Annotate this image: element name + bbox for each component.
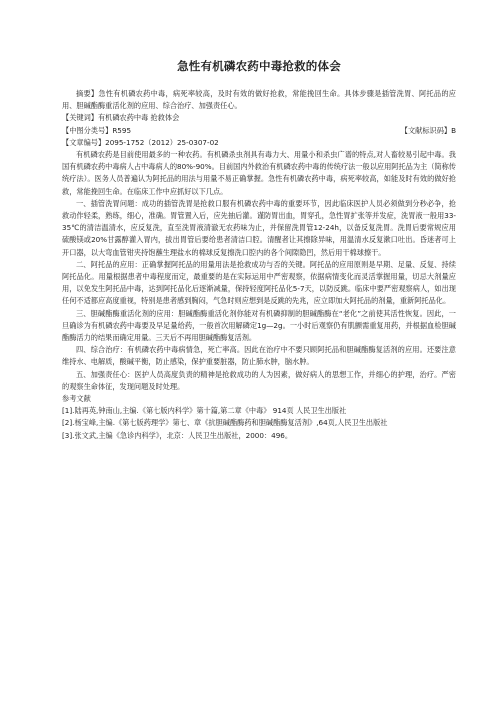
reference-item: [2].杨宝峰,主编.《第七版药理学》第七、章《抗胆碱酯酶药和胆碱酯酶复活剂》,64页,人民卫生出版社 bbox=[62, 418, 388, 428]
reference-item: [1].陆再英,钟南山,主编.《第七版内科学》第十篇,第二章《中毒》 914页 人民卫生出版社 bbox=[62, 406, 347, 416]
body-paragraph-atropine: 二、阿托品的应用：正确掌握阿托品的用量用法是抢救成功与否的关键。阿托品的应用原则是早期、足量、反复、持续阿托品化。用量根据患者中毒程度而定，最重要的是在实际运用中严密观察，依据病情变化而灵活掌握用量，切忌大剂量应用，以免发生阿托品中毒，达到阿托品化后逐渐减量，保持轻度阿托品化5-7天，以防反跳。临床中要严密观察病人，如出现任何不适都应高度重视，特别是患者感到胸闷，气急时则应想到是反跳的先兆，应立即加大阿托品的剂量，重新阿托品化。 bbox=[62, 259, 456, 306]
document-code: 【文献标识码】B bbox=[400, 125, 456, 135]
keywords: 【关键词】有机磷农药中毒 抢救体会 bbox=[62, 113, 180, 123]
article-title: 急性有机磷农药中毒抢救的体会 bbox=[177, 59, 341, 73]
classification-row bbox=[62, 125, 456, 137]
body-paragraph-intro: 有机磷农药是目前使用最多的一种农药。有机磷杀虫剂具有毒力大、用量小和杀虫广谱的特点,对人畜较易引起中毒。我国有机磷农药中毒病人占中毒病人的80%-90%。目前国内外救治有机磷农药中毒的传统疗法一般以应用阿托品为主（简称传统疗法）。医务人员普遍认为阿托品的用法与用量不易正确掌握。急性有机磷农药中毒，病死率较高，如能及时有效的做好抢救，常能挽回生命。在临床工作中应抓好以下几点。 bbox=[62, 150, 456, 196]
body-paragraph-comprehensive: 四、综合治疗：有机磷农药中毒病情急，死亡率高。因此在治疗中不要只顾阿托品和胆碱酯酶复活剂的应用。还要注意维持水、电解质，酸碱平衡，防止感染，保护重要脏器，防止肺水肿，脑水肿。 bbox=[62, 345, 456, 367]
body-paragraph-gastric-lavage: 一、插管洗胃问题：成功的插管洗胃是抢救口服有机磷农药中毒的重要环节，因此临床医护人员必须做到分秒必争，抢救动作轻柔，熟练，细心，准确。胃管置入后，应先抽后灌。谨防胃出血，胃穿孔，急性胃扩张等并发症，洗胃液一般用33-35℃的清洁温清水，应反复洗，直至洗胃液清澈无农药味为止，并保留洗胃管12-24h，以备反复洗胃。洗胃后要常规应用硫酸镁或20%甘露醇灌入胃内，拔出胃管后要给患者清洁口腔。清醒者让其擦除异味，用温清水反复漱口吐出。昏迷者可上开口器，以大弯血管钳夹持饱蘸生理盐水的棉球反复擦洗口腔内的各个间隙隐凹，然后用干棉球擦干。 bbox=[62, 198, 456, 257]
reference-item: [3].张文武,主编《急诊内科学》，北京：人民卫生出版社，2000：496。 bbox=[62, 430, 293, 440]
body-paragraph-responsibility: 五、加强责任心：医护人员高度负责的精神是抢救成功的人为因素，做好病人的思想工作，并细心的护理，治疗。严密的观察生命体征，发现问题及时处理。 bbox=[62, 369, 456, 391]
abstract: 摘要】急性有机磷农药中毒，病死率较高，及时有效的做好抢救，常能挽回生命。具体步骤是插管洗胃、阿托品的应用、胆碱酯酶重活化剂的应用、综合治疗、加强责任心。 bbox=[62, 89, 456, 111]
body-paragraph-cholinesterase: 三、胆碱酯酶重活化剂的应用：胆碱酯酶重活化剂你能对有机磷抑制的胆碱酯酶在“老化”之前使其活性恢复。因此，一旦确诊为有机磷农药中毒要及早足量给药，一般首次用解磷定1g—2g。一小时后观察仍有肌颤需重复用药，并根据血检胆碱酯酶活力的结果而确定用量。三天后不再用胆碱酯酶复活剂。 bbox=[62, 308, 456, 343]
clc-number: 【中图分类号】R595 bbox=[62, 125, 132, 135]
references-heading: 参考文献 bbox=[62, 394, 91, 404]
article-number: 【文章编号】2095-1752（2012）25-0307-02 bbox=[62, 137, 219, 147]
